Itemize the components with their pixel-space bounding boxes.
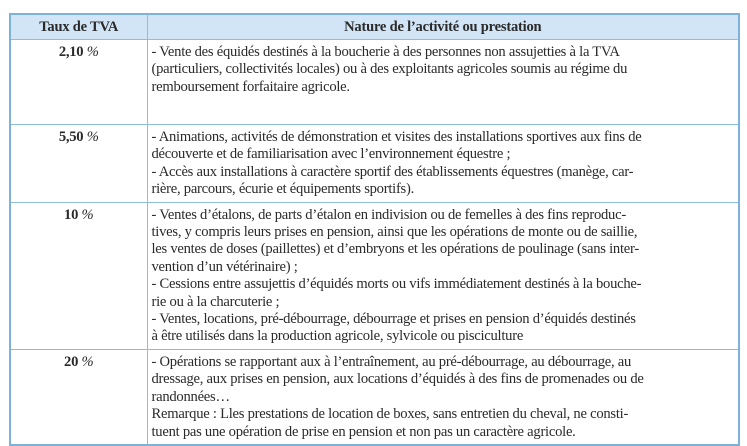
activity-line: (particuliers, collectivités locales) ou à des exploitants agricoles soumis au régime du [151,61,628,78]
vat-rates-table [9,13,740,446]
rate-unit: % [86,129,99,145]
rate-value: 10 [64,206,79,223]
activity-line: tives, y compris leurs prises en pension, ainsi que les opérations de monte ou de saillie, [151,224,638,241]
activity-line: les ventes de doses (paillettes) et d’embryons et les opérations de poulinage (sans inter- [151,241,639,258]
activity-cell [147,125,739,203]
rate-cell [10,349,147,445]
header-rate: Taux de TVA [10,14,147,40]
rate-unit: % [81,206,94,223]
activity-cell [147,202,739,349]
rate-value: 20 [64,353,79,370]
rate-value: 5,50 [58,129,84,145]
activity-line: découverte et de familiarisation avec l’environnement équestre ; [151,146,511,163]
activity-line: Remarque : Lles prestations de location de boxes, sans entretien du cheval, ne consti- [151,406,629,423]
rate-unit: % [86,44,99,60]
activity-line: - Opérations se rapportant aux à l’entraînement, au pré-débourrage, au débourrage, au [151,353,632,370]
header-row [10,14,739,40]
activity-line: vention d’un vétérinaire) ; [151,258,298,275]
table-row [10,202,739,349]
activity-line: - Cessions entre assujettis d’équidés morts ou vifs immédiatement destinés à la bouche- [151,276,642,293]
activity-line: tuent pas une opération de prise en pension et non pas un caractère agricole. [151,423,576,440]
activity-line: - Ventes d’étalons, de parts d’étalon en indivision ou de femelles à des fins reproduc- [151,206,626,223]
activity-cell [147,349,739,445]
rate-cell [10,202,147,349]
activity-line: - Ventes, locations, pré-débourrage, débourrage et prises en pension d’équidés destinés [151,311,636,328]
table-row [10,349,739,445]
activity-line: randonnées… [151,388,230,405]
rate-value: 2,10 [58,44,84,60]
activity-line: rière, parcours, écurie et équipements sportifs). [151,181,414,198]
activity-line: - Accès aux installations à caractère sportif des établissements équestres (manège, car- [151,163,634,180]
activity-cell [147,40,739,125]
activity-line: - Animations, activités de démonstration et visites des installations sportives aux fins de [151,129,642,145]
activity-line: rie ou à la charcuterie ; [151,293,280,310]
header-activity: Nature de l’activité ou prestation [147,14,739,40]
table-row [10,125,739,203]
activity-line: - Vente des équidés destinés à la boucherie à des personnes non assujetties à la TVA [151,44,620,60]
activity-line: à être utilisés dans la production agricole, sylvicole ou pisciculture [151,328,524,345]
activity-line: dressage, aux prises en pension, aux locations d’équidés à des fins de promenades ou de [151,371,644,388]
activity-line: remboursement forfaitaire agricole. [151,78,350,95]
rate-cell [10,125,147,203]
rate-unit: % [81,353,94,370]
rate-cell [10,40,147,125]
table-row [10,40,739,125]
